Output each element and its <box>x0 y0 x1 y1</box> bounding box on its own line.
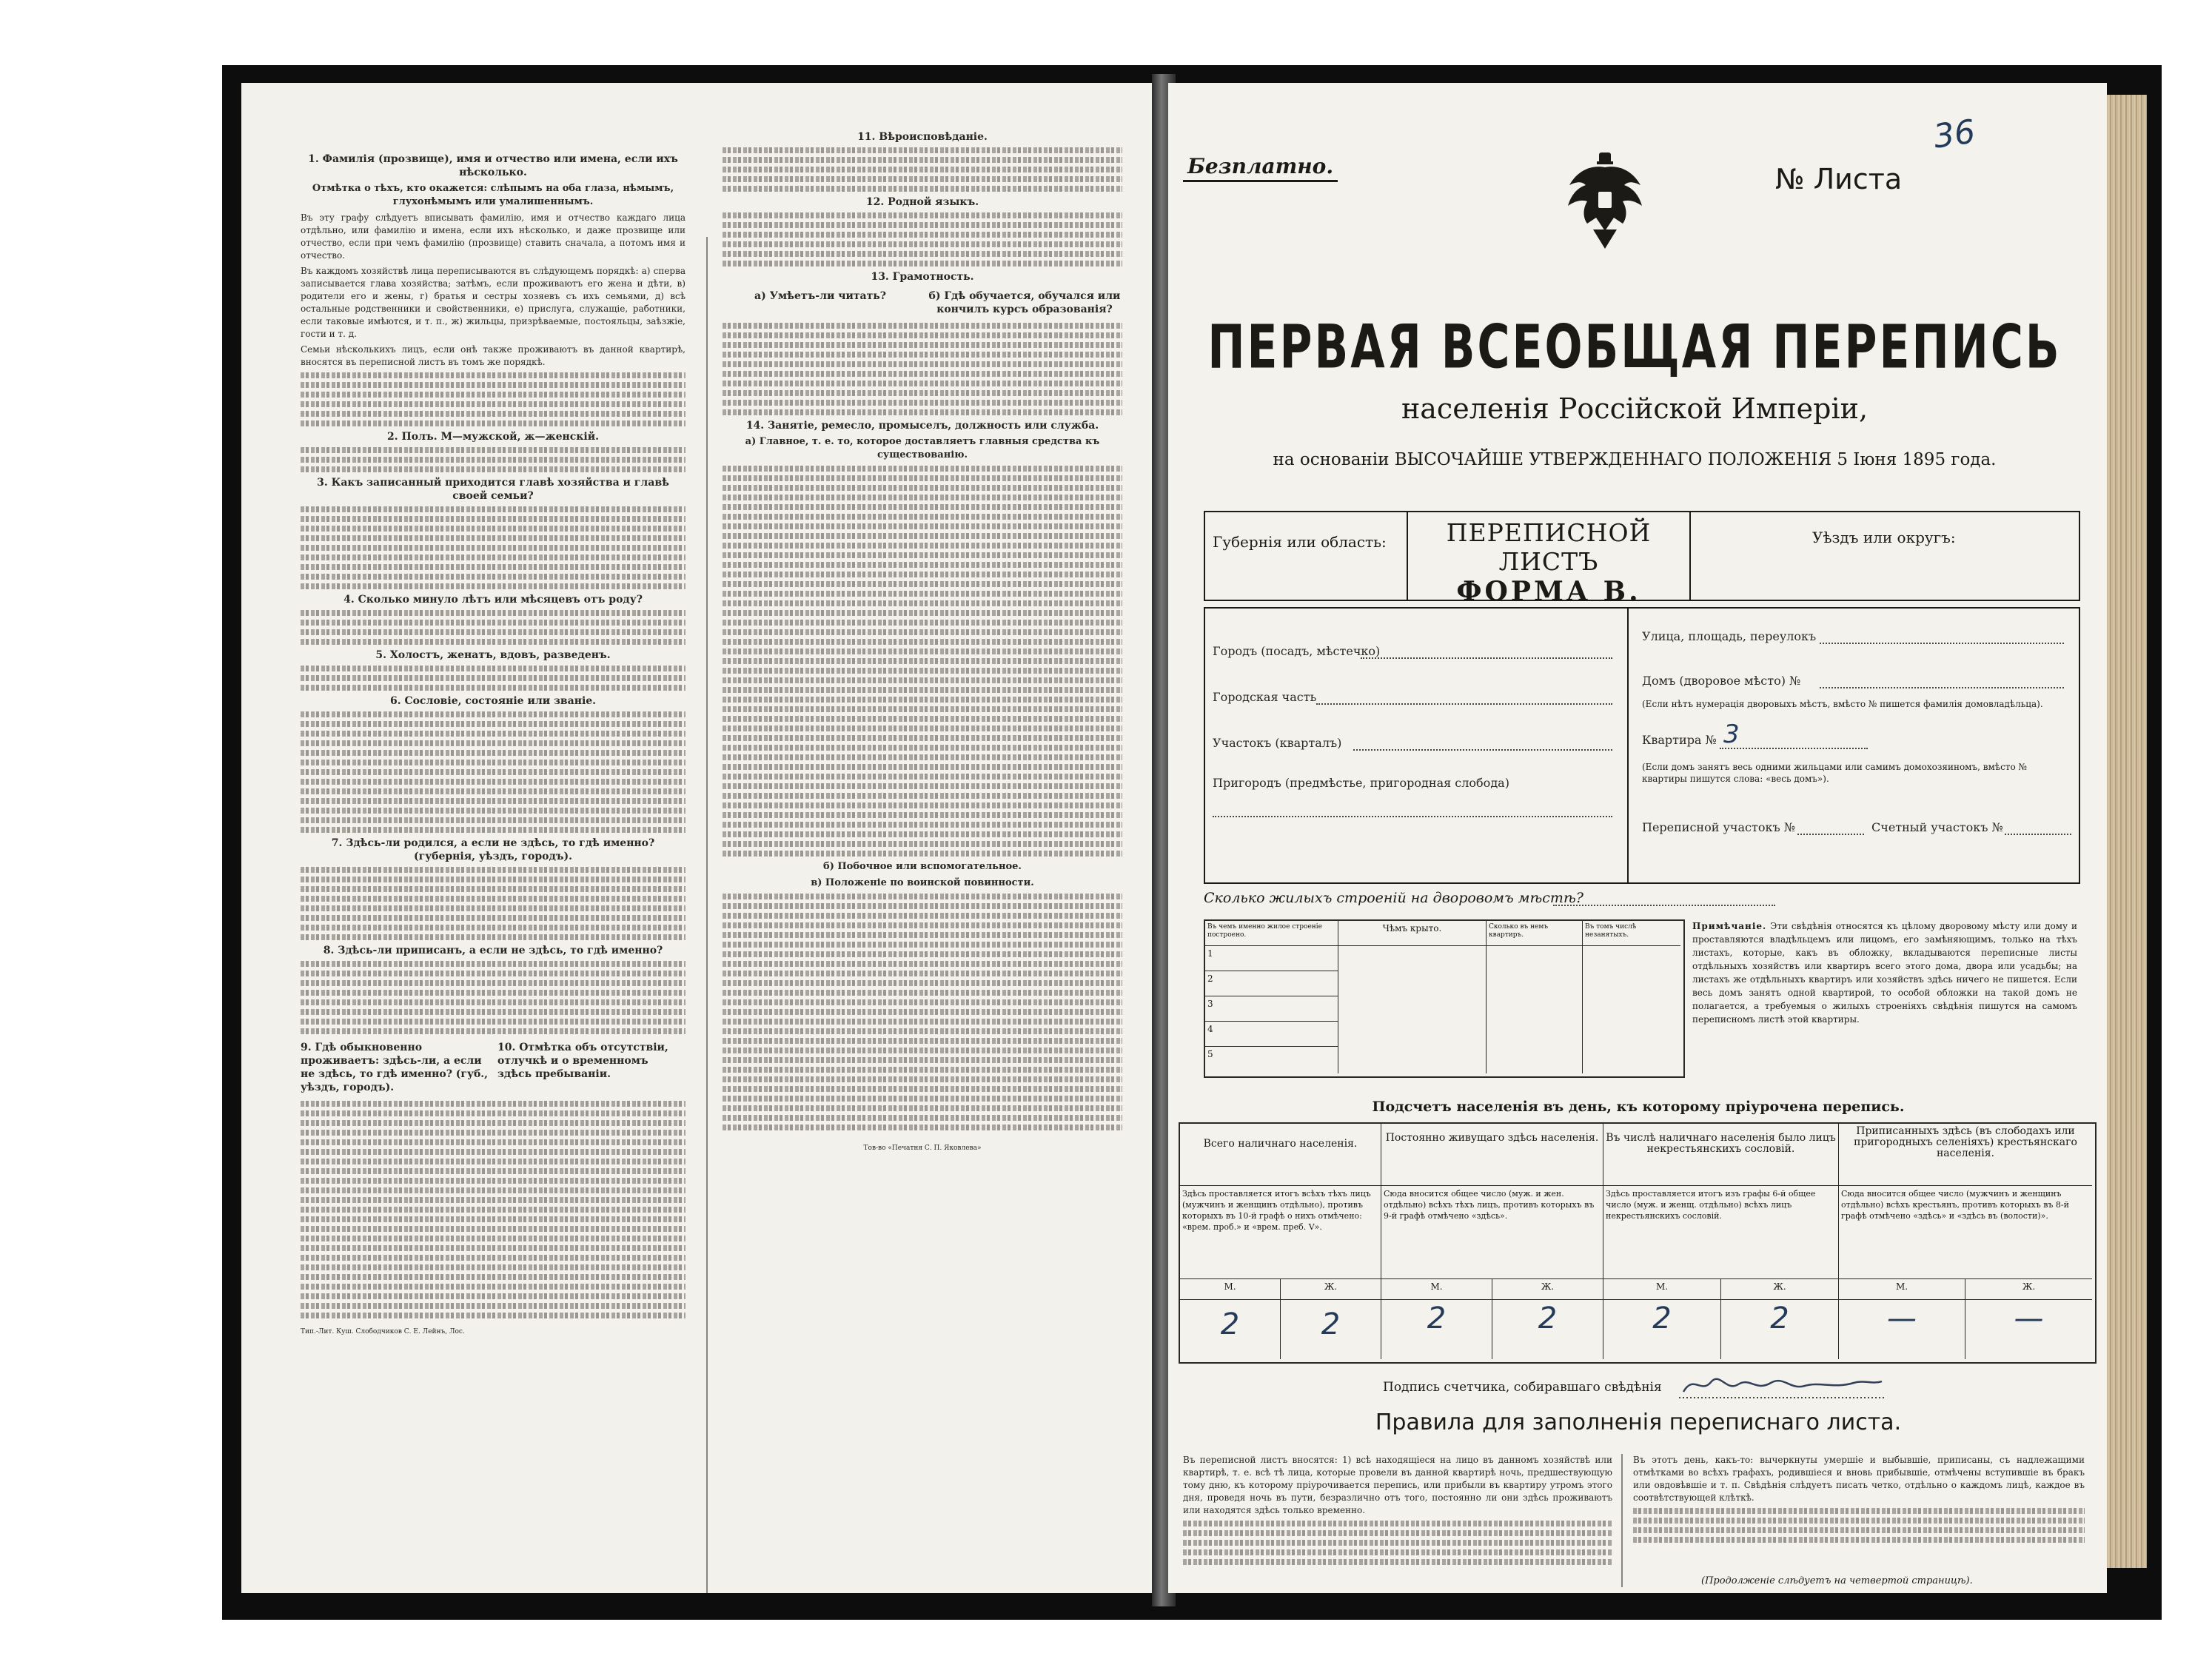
count-peasant-female: — <box>2014 1301 2044 1335</box>
right-printer-imprint: Тов-во «Печатня С. П. Яковлева» <box>863 1144 982 1152</box>
section-1-note: Отмѣтка о тѣхъ, кто окажется: слѣпымъ на оба глаза, нѣмымъ, глухонѣмымъ или умалишеннымъ. <box>312 183 674 207</box>
pop-note-peasants: Сюда вносится общее число (мужчинъ и женщинъ отдѣльно) всѣхъ крестьянъ, противъ которыхъ въ 8-й графѣ отмѣчено «здѣсь» и «здѣсь въ (волости)». <box>1839 1186 2092 1279</box>
signature-label: Подпись счетчика, собиравшаго свѣдѣнія <box>1383 1380 1662 1395</box>
body-text-lines <box>301 610 686 645</box>
pop-note-present: Здѣсь проставляется итогъ всѣхъ тѣхъ лицъ (мужчинъ и женщинъ отдѣльно), противъ которыхъ въ 10-й графѣ о нихъ отмѣчено: «врем. проб.» и «врем. преб. V». <box>1180 1186 1381 1279</box>
count-resident-male: 2 <box>1381 1300 1492 1359</box>
body-text-lines <box>301 711 686 833</box>
pop-note-resident: Сюда вносится общее число (муж. и жен. отдѣльно) всѣхъ тѣхъ лицъ, противъ которыхъ въ 9-й графѣ отмѣчено «здѣсь». <box>1381 1186 1603 1279</box>
counter-section-label: Счетный участокъ № <box>1871 820 2003 834</box>
yard-answer-line <box>1553 905 1775 906</box>
section-3-heading: 3. Какъ записанный приходится главѣ хозяйства и главѣ своей семьи? <box>317 477 669 502</box>
section-9-10-heading-row <box>301 1038 686 1097</box>
form-name: ФОРМА В. <box>1456 576 1641 607</box>
section-4-heading: 4. Сколько минуло лѣтъ или мѣсяцевъ отъ роду? <box>343 594 643 606</box>
section-13-heading: 13. Грамотность. <box>871 271 974 283</box>
mf-label: Ж. <box>1281 1279 1381 1300</box>
section-10-heading: 10. Отмѣтка объ отсутствіи, отлучкѣ и о временномъ здѣсь пребываніи. <box>497 1042 668 1080</box>
city-district-line <box>1316 703 1612 705</box>
rules-text-left: Въ переписной листъ вносятся: 1) всѣ находящіеся на лицо въ данномъ хозяйствѣ или квартирѣ, т. е. всѣ тѣ лица, которые провели въ данной квартирѣ ночь, предшествующую тому дню, къ которому пріурочивается перепись, или прибыли въ квартиру утромъ этого дня, проведя ночь въ пути, безразлично отъ того, постоянно ли они здѣсь проживаютъ или находятся здѣсь только временно. <box>1183 1455 1612 1515</box>
population-table <box>1179 1122 2097 1364</box>
section-6-heading: 6. Сословіе, состояніе или званіе. <box>389 695 597 707</box>
census-regulation-line: на основаніи ВЫСОЧАЙШЕ УТВЕРЖДЕННАГО ПОЛОЖЕНІЯ 5 Іюня 1895 года. <box>1273 450 1997 469</box>
section-14b-heading: б) Побочное или вспомогательное. <box>823 861 1022 872</box>
yard-buildings-table <box>1204 919 1685 1078</box>
census-section-line <box>1797 834 1864 835</box>
yard-col-vacant: Въ томъ числѣ незанятыхъ. <box>1583 921 1680 946</box>
counter-section-line <box>2005 834 2071 835</box>
count-non-peasant-female: 2 <box>1721 1300 1839 1359</box>
apartment-value: 3 <box>1723 720 1740 749</box>
column-divider <box>706 237 708 1593</box>
yard-col-roof: Чѣмъ крыто. <box>1338 921 1487 946</box>
yard-note-title: Примѣчаніе. <box>1692 921 1767 931</box>
instructions-column-2 <box>723 127 1122 1556</box>
apartment-note: (Если домъ занятъ весь одними жильцами или самимъ домохозяиномъ, вмѣсто № квартиры пишутся слова: «весь домъ»). <box>1642 762 2027 784</box>
yard-row-number: 3 <box>1205 996 1338 1022</box>
count-peasant-male: — <box>1839 1300 1965 1359</box>
census-title: ПЕРВАЯ ВСЕОБЩАЯ ПЕРЕПИСЬ <box>1207 312 2062 383</box>
body-text-lines <box>301 961 686 1034</box>
section-14a-heading: а) Главное, т. е. то, которое доставляетъ главныя средства къ существованію. <box>745 436 1100 460</box>
population-heading: Подсчетъ населенія въ день, къ которому пріурочена перепись. <box>1372 1099 1905 1115</box>
body-text-lines <box>301 867 686 940</box>
mf-label: Ж. <box>1492 1279 1603 1300</box>
body-text-lines <box>723 147 1122 192</box>
section-1-heading: 1. Фамилія (прозвище), имя и отчество или имена, если ихъ нѣсколько. <box>308 153 678 178</box>
yard-row-number: 4 <box>1205 1022 1338 1047</box>
signature-scribble <box>1679 1370 1886 1402</box>
section-11-heading: 11. Вѣроисповѣданіе. <box>857 131 988 143</box>
mf-label: М. <box>1180 1279 1281 1300</box>
yard-row-number: 5 <box>1205 1047 1338 1073</box>
yard-row-number: 1 <box>1205 946 1338 971</box>
precinct-line <box>1353 749 1612 751</box>
section-7-heading: 7. Здѣсь-ли родился, а если не здѣсь, то гдѣ именно? (губернія, уѣздъ, городъ). <box>331 837 655 862</box>
yard-row-number: 2 <box>1205 971 1338 996</box>
pop-col-non-peasant: Въ числѣ наличнаго населенія было лицъ некрестьянскихъ сословій. <box>1603 1124 1839 1186</box>
yard-roof-cells <box>1338 946 1487 1073</box>
body-text-lines <box>723 323 1122 415</box>
mf-label: М. <box>1381 1279 1492 1300</box>
rules-column-left <box>1183 1454 1612 1578</box>
province-label: Губернія или область: <box>1213 533 1387 551</box>
house-line <box>1820 687 2064 688</box>
mf-label: Ж. <box>1721 1279 1839 1300</box>
body-text-lines <box>301 666 686 691</box>
house-label: Домъ (дворовое мѣсто) № <box>1642 674 1801 688</box>
pop-col-present: Всего наличнаго населенія. <box>1180 1124 1381 1186</box>
mf-label: Ж. <box>1965 1279 2092 1300</box>
suburb-label: Пригородъ (предмѣстье, пригородная слобода) <box>1213 776 1509 790</box>
body-text-lines <box>301 506 686 589</box>
form-title-box <box>1407 512 1691 607</box>
header-box <box>1204 511 2080 607</box>
precinct-label: Участокъ (кварталъ) <box>1213 736 1342 750</box>
body-text-lines <box>723 212 1122 267</box>
right-page <box>1168 83 2107 1593</box>
pop-col-resident: Постоянно живущаго здѣсь населенія. <box>1381 1124 1603 1186</box>
left-printer-imprint: Тип.-Лит. Куш. Слободчиков С. Е. Лейнъ, Лос. <box>301 1328 465 1335</box>
form-title: ПЕРЕПИСНОЙ ЛИСТЪ <box>1446 518 1652 576</box>
address-box <box>1204 607 2080 884</box>
house-note: (Если нѣтъ нумерація дворовыхъ мѣстъ, вмѣсто № пишется фамилія домовладѣльца). <box>1642 699 2043 709</box>
section-2-heading: 2. Полъ. М—мужской, ж—женскій. <box>387 431 599 443</box>
rules-divider <box>1621 1454 1623 1587</box>
apartment-label: Квартира № <box>1642 733 1717 747</box>
city-label: Городъ (посадъ, мѣстечко) <box>1213 644 1381 658</box>
sheet-number-handwritten: 36 <box>1931 113 1978 156</box>
sheet-number-label: № Листа <box>1775 163 1903 195</box>
yard-note-text: Эти свѣдѣнія относятся къ цѣлому дворовому мѣсту или дому и проставляются владѣльцемъ или лицомъ, его замѣняющимъ, только на тѣхъ листахъ, которые, какъ въ обложку, вкладываются переписные листы отдѣльныхъ хозяйствъ или квартиръ всего этого дома, двора или усадьбы; на листахъ же отдѣльныхъ квартиръ или хозяйствъ здѣсь ничего не пишется. Если весь домъ занятъ одной квартирой, то особой обложки на такой домъ не полагается, а требуемыя о жилыхъ строеніяхъ свѣдѣнія пишутся на самомъ переписномъ листѣ этой квартиры. <box>1692 921 2077 1025</box>
section-1-text-b: Въ каждомъ хозяйствѣ лица переписываются въ слѣдующемъ порядкѣ: а) сперва записывается глава хозяйства; затѣмъ, если проживаютъ его жена и дѣти, в) родители его и жены, г) братья и сестры хозяевъ съ ихъ семьями, д) всѣ остальные родственники и свойственники, е) прислуга, служащіе, работники, если таковые имѣются, и т. п., ж) жильцы, призрѣваемые, постояльцы, заѣзжіе, гости и т. д. <box>301 266 686 339</box>
mf-label: М. <box>1839 1279 1965 1300</box>
section-14-heading: 14. Занятіе, ремесло, промыселъ, должность или служба. <box>745 420 1099 432</box>
rules-column-right <box>1633 1454 2085 1578</box>
apartment-line <box>1720 748 1868 749</box>
pop-col-peasants: Приписанныхъ здѣсь (въ слободахъ или пригородныхъ селеніяхъ) крестьянскаго населенія. <box>1839 1124 2092 1186</box>
pop-note-non-peasant: Здѣсь проставляется итогъ изъ графы 6-й общее число (муж. и женщ. отдѣльно) всѣхъ лицъ некрестьянскихъ сословій. <box>1603 1186 1839 1279</box>
body-text-lines <box>723 466 1122 857</box>
section-1-text-c: Семьи нѣсколькихъ лицъ, если онѣ также проживаютъ въ данной квартирѣ, вносятся въ переписной листъ въ томъ же порядкѣ. <box>301 344 686 367</box>
count-resident-female: 2 <box>1492 1300 1603 1359</box>
count-present-female: 2 <box>1281 1300 1381 1359</box>
address-divider <box>1627 609 1629 882</box>
section-12-heading: 12. Родной языкъ. <box>865 196 979 208</box>
suburb-line <box>1213 816 1612 817</box>
section-13-subheadings <box>723 286 1122 319</box>
continuation-note: (Продолженіе слѣдуетъ на четвертой страницѣ). <box>1701 1575 1973 1586</box>
count-present-male: 2 <box>1180 1300 1281 1359</box>
section-5-heading: 5. Холостъ, женатъ, вдовъ, разведенъ. <box>375 649 611 661</box>
section-13a-heading: а) Умѣетъ-ли читать? <box>754 290 886 302</box>
page-edges <box>2107 95 2147 1568</box>
city-district-label: Городская часть <box>1213 690 1317 704</box>
city-line <box>1361 657 1612 659</box>
yard-note <box>1692 919 2077 1026</box>
census-subtitle: населенія Россійской Имперіи, <box>1401 392 1869 425</box>
rules-heading: Правила для заполненія переписнаго листа. <box>1375 1410 1902 1435</box>
body-text-lines <box>301 1101 686 1318</box>
street-line <box>1820 643 2064 644</box>
section-13b-heading: б) Гдѣ обучается, обучался или кончилъ курсъ образованія? <box>928 290 1121 315</box>
body-text-lines <box>301 372 686 426</box>
rules-text-right: Въ этотъ день, какъ-то: вычеркнуты умершіе и выбывшіе, приписаны, съ надлежащими отмѣтками во всѣхъ графахъ, родившіеся и вновь прибывшіе, отмѣчены вступившіе въ бракъ или овдовѣвшіе и т. п. Свѣдѣнія слѣдуетъ писать четко, отдѣльно о каждомъ лицѣ, каждое въ соотвѣтствующей клѣткѣ. <box>1633 1455 2085 1503</box>
count-non-peasant-male: 2 <box>1603 1300 1721 1359</box>
section-14c-heading: в) Положеніе по воинской повинности. <box>811 877 1034 888</box>
body-text-lines <box>301 447 686 472</box>
street-label: Улица, площадь, переулокъ <box>1642 629 1817 643</box>
instructions-column-1 <box>301 150 686 1541</box>
yard-col-apartments: Сколько въ немъ квартиръ. <box>1487 921 1583 946</box>
body-text-lines <box>723 894 1122 1130</box>
section-1-text-a: Въ эту графу слѣдуетъ вписывать фамилію, имя и отчество каждаго лица отдѣльно, или фамилію и имена, если ихъ нѣсколько, и даже прозвище или отчество, если при чемъ фамилію (прозвище) ставить сначала, а потомъ имя и отчество. <box>301 212 686 261</box>
double-headed-eagle-icon <box>1561 150 1649 253</box>
mf-label: М. <box>1603 1279 1721 1300</box>
district-label: Уѣздъ или округъ: <box>1812 529 1956 546</box>
free-label: Безплатно. <box>1183 154 1338 182</box>
yard-apartment-cells <box>1487 946 1583 1073</box>
section-9-heading: 9. Гдѣ обыкновенно проживаетъ: здѣсь-ли, а если не здѣсь, то гдѣ именно? (губ., уѣздъ, городъ). <box>301 1042 489 1093</box>
yard-question: Сколько жилыхъ строеній на дворовомъ мѣстѣ? <box>1204 890 1583 906</box>
census-section-label: Переписной участокъ № <box>1642 820 1795 834</box>
section-8-heading: 8. Здѣсь-ли приписанъ, а если не здѣсь, то гдѣ именно? <box>323 945 663 956</box>
yard-col-material: Въ чемъ именно жилое строеніе построено. <box>1205 921 1338 946</box>
left-page <box>241 83 1158 1593</box>
